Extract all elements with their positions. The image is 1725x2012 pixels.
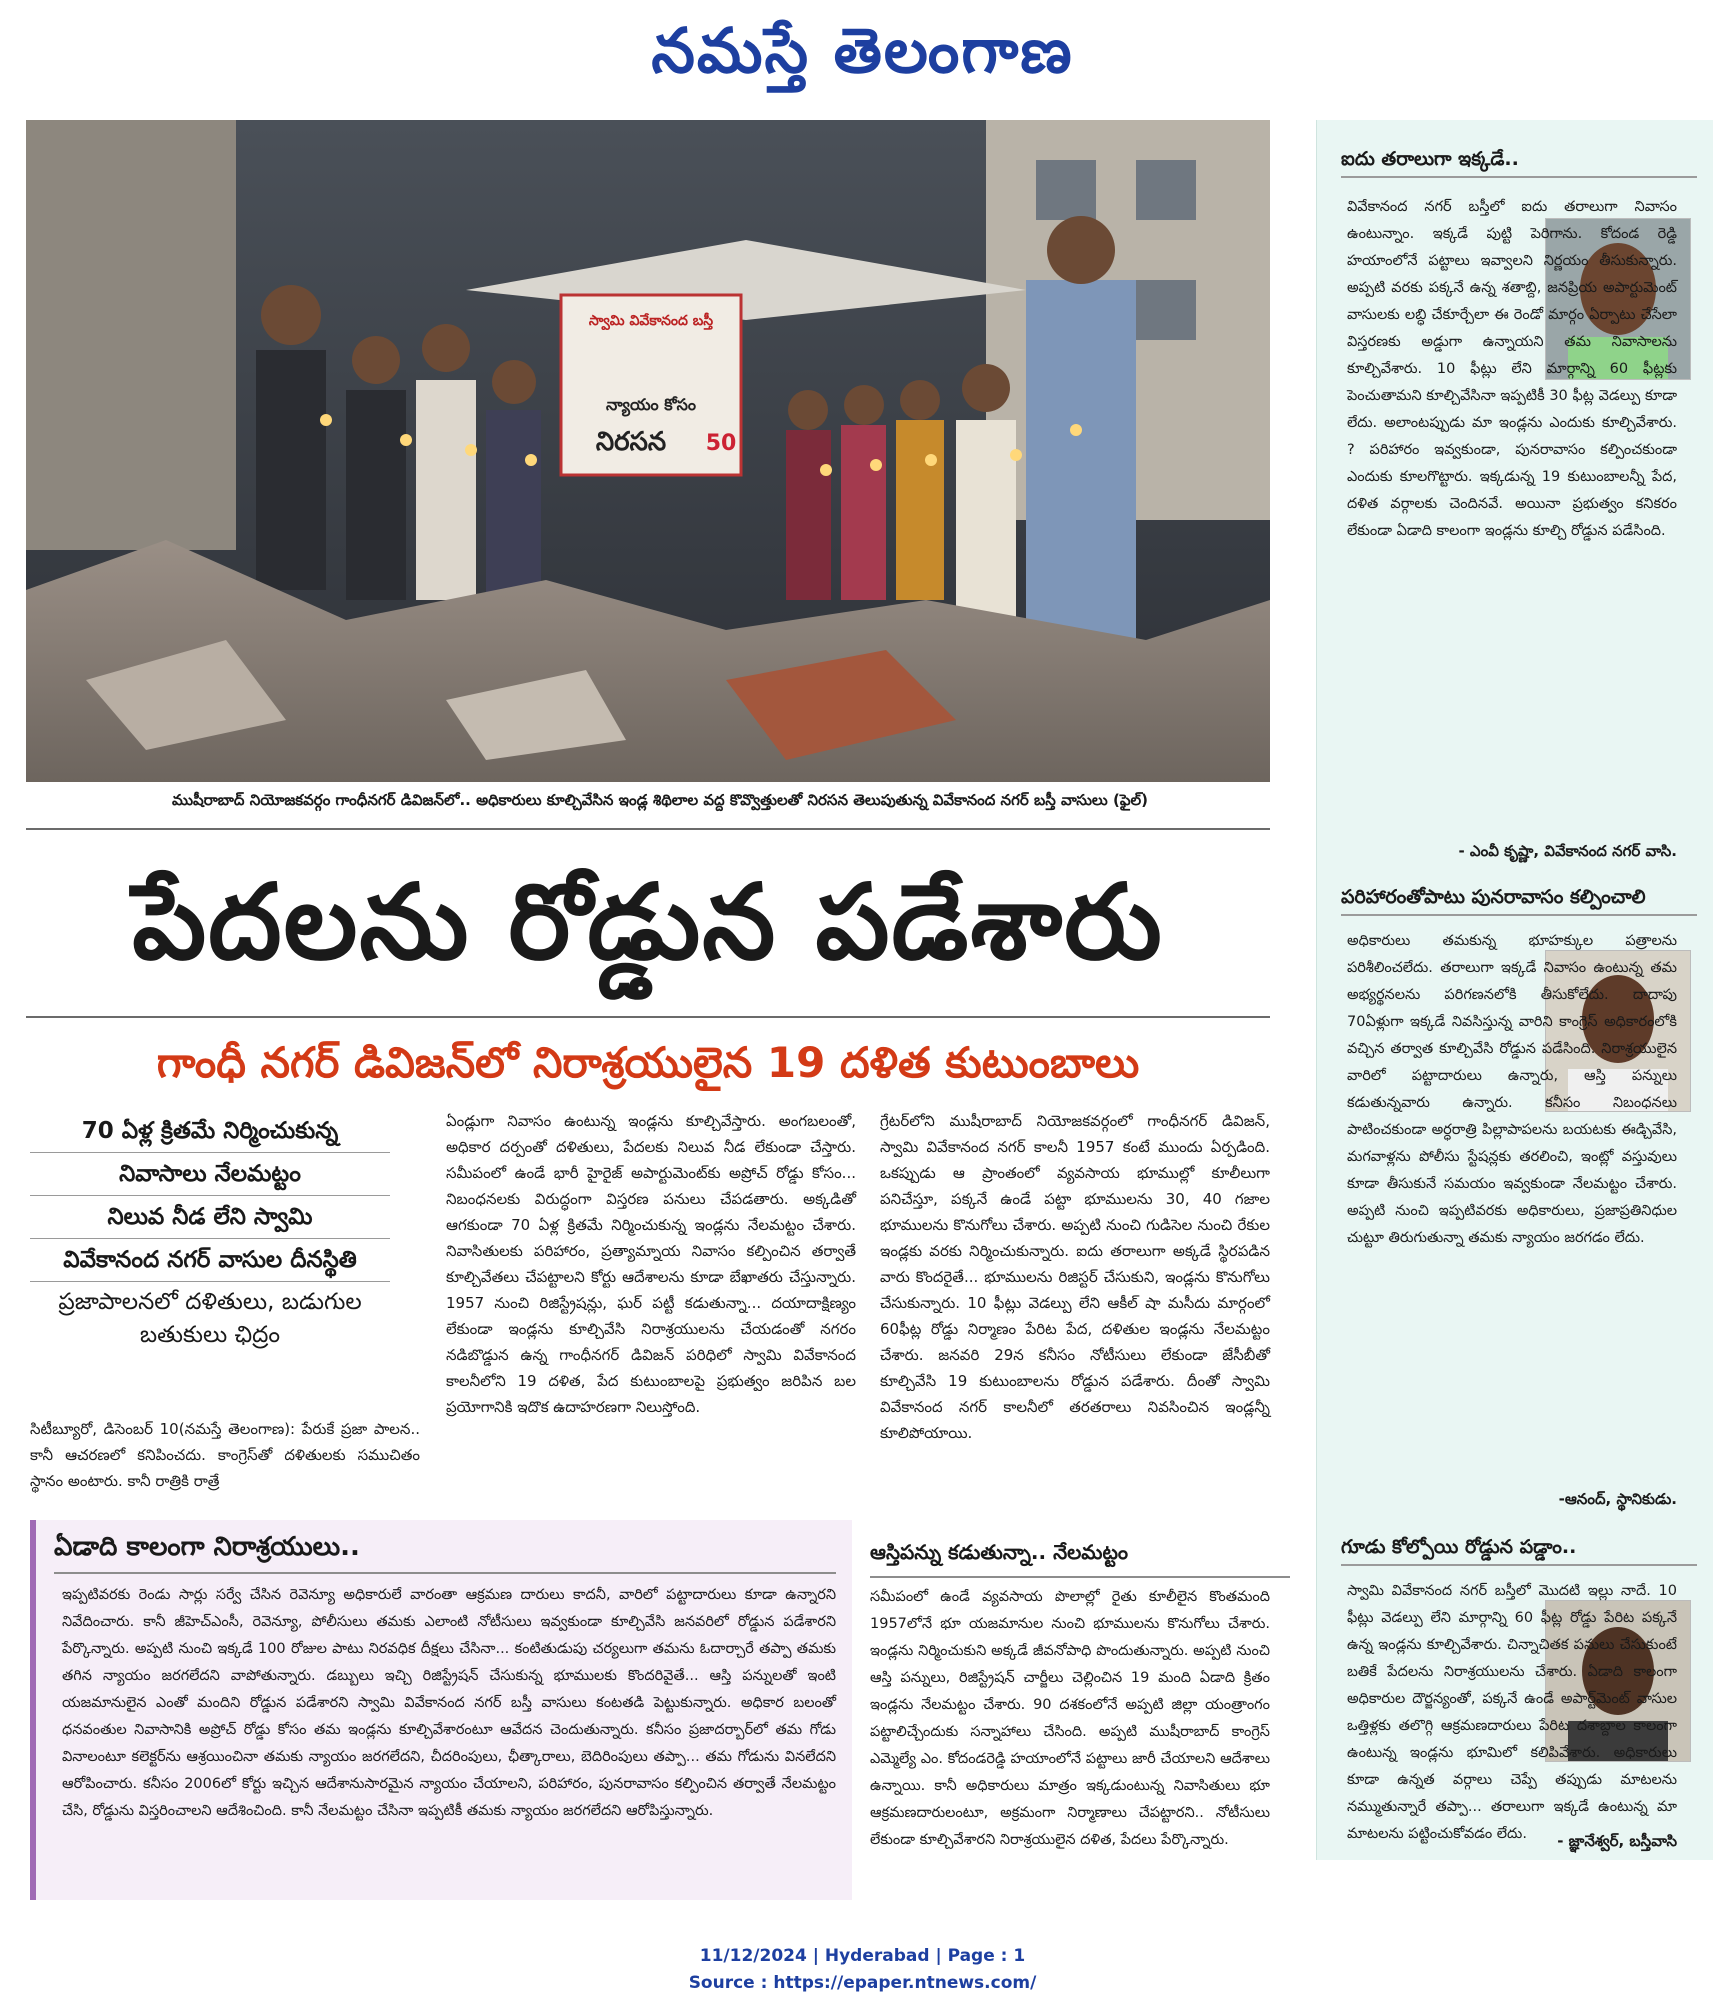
banner-number: 50 (705, 431, 737, 456)
sidebar-attribution: - జ్ఞానేశ్వర్, బస్తీవాసి (1557, 1832, 1677, 1850)
sidebar-text: వివేకానంద నగర్ బస్తీలో ఐదు తరాలుగా నివాసం ఉంటున్నాం. ఇక్కడే పుట్టి పెరిగాను. కోదండ రెడ్డి హయాంలోనే పట్టాలు ఇవ్వాలని నిర్ణయం తీసుకున్నారు. అప్పటి వరకు పక్కనే ఉన్న శతాబ్ది, జనప్రియ అపార్టుమెంట్ వాసులకు లబ్ధి చేకూర్చేలా ఈ రెండో మార్గం ఏర్పాటు చేసేలా విస్తరణకు అడ్డుగా ఉన్నాయని తమ నివాసాలను కూల్చివేశారు. 10 ఫీట్లు లేని మార్గాన్ని 60 ఫీట్లకు పెంచుతామని కూల్చివేసినా ఇప్పటికీ 30 ఫీట్ల వెడల్పు కూడా లేదు. అలాంటప్పుడు మా ఇండ్లను ఎందుకు కూల్చివేశారు. ? పరిహారం ఇవ్వకుండా, పునరావాసం కల్పించకుండా ఎందుకు కూలగొట్టారు. ఇక్కడున్న 19 కుటుంబాలన్నీ పేద, దళిత వర్గాలకు చెందినవే. అయినా ప్రభుత్వం కనికరం లేకుండా ఏడాది కాలంగా ఇండ్లను కూల్చి రోడ్డున పడేసింది. (1347, 199, 1677, 539)
banner-line1: స్వామి వివేకానంద బస్తీ (588, 313, 714, 329)
highlight-line: వివేకానంద నగర్ వాసుల దీనస్థితి (30, 1239, 390, 1282)
sidebar-heading: ఐదు తరాలుగా ఇక్కడే.. (1341, 142, 1697, 178)
sidebar-heading: గూడు కోల్పోయి రోడ్డున పడ్డాం.. (1341, 1530, 1697, 1566)
sidebar-attribution: -ఆనంద్, స్థానికుడు. (1558, 1490, 1677, 1508)
footer-date-page: 11/12/2024 | Hyderabad | Page : 1 (699, 1946, 1026, 1966)
photo-caption: ముషీరాబాద్ నియోజకవర్గం గాంధీనగర్ డివిజన్‌లో.. అధికారులు కూల్చివేసిన ఇండ్ల శిథిలాల వద్ద కొవ్వొత్తులతో నిరసన తెలుపుతున్న వివేకానంద నగర్ బస్తీ వాసులు (ఫైల్) (172, 791, 1148, 809)
sidebar-text: అధికారులు తమకున్న భూహక్కుల పత్రాలను పరిశీలించలేదు. తరాలుగా ఇక్కడే నివాసం ఉంటున్న తమ అభ్యర్థనలను పరిగణనలోకి తీసుకోలేదు. దాదాపు 70ఏళ్లుగా ఇక్కడే నివసిస్తున్న వారిని కాంగ్రెస్ అధికారంలోకి వచ్చిన తర్వాత కూల్చివేసి రోడ్డున పడేసింది. నిరాశ్రయులైన వారిలో పట్టాదారులు ఉన్నారు, ఆస్తి పన్నులు కడుతున్నవారు ఉన్నారు. కనీసం నిబంధనలు పాటించకుండా అర్ధరాత్రి పిల్లాపాపలను బయటకు ఈడ్చివేసి, మగవాళ్లను పోలీసు స్టేషన్లకు తరలించి, ఇంట్లో వస్తువులు కూడా తీసుకునే సమయం ఇవ్వకుండా నేలమట్టం చేశారు. అప్పటి నుంచి ఇప్పటివరకు అధికారులు, ప్రజాప్రతినిధుల చుట్టూ తిరుగుతున్నా తమకు న్యాయం జరగడం లేదు. (1347, 933, 1677, 1246)
subheadline: గాంధీ నగర్ డివిజన్‌లో నిరాశ్రయులైన 19 దళిత కుటుంబాలు (156, 1038, 1140, 1087)
protest-photo-illustration (26, 120, 1270, 782)
sidebar-heading: పరిహారంతోపాటు పునరావాసం కల్పించాలి (1341, 880, 1697, 916)
section-heading: ఆస్తిపన్ను కడుతున్నా.. నేలమట్టం (870, 1540, 1290, 1578)
highlight-line: నిలువ నీడ లేని స్వామి (30, 1196, 390, 1239)
boxed-story (30, 1520, 852, 1900)
divider (26, 828, 1270, 830)
section-text: సమీపంలో ఉండే వ్యవసాయ పొలాల్లో రైతు కూలీలైన కొంతమంది 1957లోనే భూ యజమానుల నుంచి భూములను కొనుగోలు చేశారు. ఇండ్లను నిర్మించుకుని అక్కడే జీవనోపాధి పొందుతున్నారు. అప్పటి నుంచి ఆస్తి పన్నులు, రిజిస్ట్రేషన్ చార్జీలు చెల్లించిన 19 మంది ఏడాది క్రితం ఇండ్లను నేలమట్టం చేశారు. 90 దశకంలోనే అప్పటి జిల్లా యంత్రాంగం పట్టాలిచ్చేందుకు సన్నాహాలు చేసింది. అప్పటి ముషీరాబాద్ కాంగ్రెస్ ఎమ్మెల్యే ఎం. కోదండరెడ్డి హయాంలోనే పట్టాలు జారీ చేయాలని ఆదేశాలు ఉన్నాయి. కానీ అధికారులు మాత్రం ఇక్కడుంటున్న నివాసితులు భూ ఆక్రమణదారులంటూ, అక్రమంగా నిర్మాణాలు చేపట్టారని.. నోటీసులు లేకుండా కూల్చివేశారని నిరాశ్రయులైన దళిత, పేదలు పేర్కొన్నారు. (870, 1589, 1270, 1848)
highlight-line: ప్రజాపాలనలో దళితులు, బడుగుల బతుకులు ఛిద్రం (58, 1289, 362, 1348)
article-column-1: సిటీబ్యూరో, డిసెంబర్ 10(నమస్తే తెలంగాణ): పేరుకే ప్రజా పాలన.. కానీ ఆచరణలో కనిపించదు. కాంగ్రెస్‌తో దళితులకు సముచితం స్థానం అంటారు. కానీ రాత్రికి రాత్రే (30, 1420, 420, 1490)
masthead: నమస్తే తెలంగాణ (651, 14, 1074, 87)
boxed-text: ఇప్పటివరకు రెండు సార్లు సర్వే చేసిన రెవెన్యూ అధికారులే వారంతా ఆక్రమణ దారులు కాదనీ, వారిలో పట్టాదారులు కూడా ఉన్నారని నివేదించారు. కానీ జీహెచ్‌ఎంసీ, రెవెన్యూ, పోలీసులు తమకు ఎలాంటి నోటీసులు ఇవ్వకుండా కూల్చివేసి జనవరిలో రోడ్డున పడేశారని పేర్కొన్నారు. అప్పటి నుంచి ఇక్కడే 100 రోజుల పాటు నిరవధిక దీక్షలు చేసినా... కంటితుడుపు చర్యలుగా తమను ఓదార్చారే తప్పా తమకు తగిన న్యాయం జరగలేదని వాపోతున్నారు. డబ్బులు ఇచ్చి రిజిస్ట్రేషన్ చేసుకున్న భూములకు కొందరివైతే... ఆస్తి పన్నులతో ఇంటి యజమానులైన ఎంతో మందిని రోడ్డున పడేశారని స్వామి వివేకానంద నగర్ బస్తీ వాసులు కంటతడి పెట్టుకున్నారు. అధికార బలంతో ధనవంతుల నివాసానికి అప్రోచ్ రోడ్డు కోసం తమ ఇండ్లను కూల్చివేశారంటూ ఆవేదన చెందుతున్నారు. కనీసం ప్రజాదర్బార్‌లో తమ గోడు వినాలంటూ కలెక్టర్‌ను ఆశ్రయించినా తమకు న్యాయం జరగలేదని, చీదరింపులు, ఛీత్కారాలు, బెదిరింపులు తప్పా... తమ గోడును వినలేదని ఆరోపించారు. కనీసం 2006లో కోర్టు ఇచ్చిన ఆదేశానుసారమైన న్యాయం చేయాలని, పరిహారం, పునరావాసం కల్పించిన తర్వాతే నేలమట్టం చేసి, రోడ్డును విస్తరించాలని ఆదేశించింది. కానీ నేలమట్టం చేసినా ఇప్పటికీ తమకు న్యాయం జరగలేదని ఆరోపిస్తున్నారు. (62, 1587, 836, 1819)
headline: పేదలను రోడ్డున పడేశారు (132, 861, 1164, 983)
lead-photo (26, 120, 1270, 782)
boxed-heading: ఏడాది కాలంగా నిరాశ్రయులు.. (54, 1532, 836, 1574)
highlights-box (30, 1110, 420, 1385)
banner-line2: న్యాయం కోసం (606, 395, 696, 414)
highlight-line: 70 ఏళ్ల క్రితమే నిర్మించుకున్న (30, 1110, 390, 1153)
footer-source: Source : https://epaper.ntnews.com/ (688, 1973, 1037, 1993)
sidebar-text: స్వామి వివేకానంద నగర్ బస్తీలో మొదటి ఇల్లు నాదే. 10 ఫీట్లు వెడల్పు లేని మార్గాన్ని 60 ఫీట్ల రోడ్డు పేరిట పక్కనే ఉన్న ఇండ్లను కూల్చివేశారు. చిన్నాచితక పనులు చేసుకుంటే బతికే పేదలను నిరాశ్రయులను చేశారు. ఏడాది కాలంగా అధికారుల దౌర్జన్యంతో, పక్కనే ఉండే అపార్ట్‌మెంట్ వాసుల ఒత్తిళ్లకు తలొగ్గి ఆక్రమణదారులు పేరిట దశాబ్దాల కాలంగా ఉంటున్న ఇండ్లను భూమిలో కలిపివేశారు. అధికారులు కూడా ఉన్నత వర్గాలు చెప్పే తప్పుడు మాటలను నమ్ముతున్నారే తప్పా... తరాలుగా ఇక్కడే ఉంటున్న మా మాటలను పట్టించుకోవడం లేదు. (1347, 1583, 1677, 1842)
highlight-line: నివాసాలు నేలమట్టం (30, 1153, 390, 1196)
protest-banner (561, 295, 741, 475)
article-column-3: గ్రేటర్‌లోని ముషీరాబాద్ నియోజకవర్గంలో గాంధీనగర్ డివిజన్, స్వామి వివేకానంద నగర్ కాలనీ 1957 కంటే ముందు ఏర్పడింది. ఒకప్పుడు ఆ ప్రాంతంలో వ్యవసాయ భూముల్లో కూలీలుగా పనిచేస్తూ, పక్కనే ఉండే పట్టా భూములను 30, 40 గజాల భూములను కొనుగోలు చేశారు. అప్పటి నుంచి గుడిసెల నుంచి రేకుల ఇండ్లకు వరకు నిర్మించుకున్నారు. ఐదు తరాలుగా అక్కడే స్థిరపడిన వారు కొందరైతే... భూములను రిజిస్టర్ చేసుకుని, ఇండ్లను కొనుగోలు చేసుకున్నారు. 10 ఫీట్లు వెడల్పు లేని ఆకీల్ షా మసీదు మార్గంలో 60ఫీట్ల రోడ్డు నిర్మాణం పేరిట పేద, దళితుల ఇండ్లను నేలమట్టం చేశారు. జనవరి 29న కనీసం నోటీసులు లేకుండా జేసీబీతో కూల్చివేసి 19 కుటుంబాలను రోడ్డున పడేశారు. దీంతో స్వామి వివేకానంద నగర్ కాలనీలో తరతరాలు నివసించిన ఇండ్లన్నీ కూలిపోయాయి. (880, 1112, 1270, 1442)
article-column-2: ఏండ్లుగా నివాసం ఉంటున్న ఇండ్లను కూల్చివేస్తారు. అంగబలంతో, అధికార దర్పంతో దళితులు, పేదలకు నిలువ నీడ లేకుండా చేస్తారు. సమీపంలో ఉండే భారీ హైరైజ్ అపార్టుమెంట్‌కు అప్రోచ్ రోడ్డు కోసం... నిబంధనలకు విరుద్ధంగా విస్తరణ పనులు చేపడతారు. అక్కడితో ఆగకుండా 70 ఏళ్ల క్రితమే నిర్మించుకున్న ఇండ్లను నేలమట్టం చేశారు. నివాసితులకు పరిహారం, ప్రత్యామ్నాయ నివాసం కల్పించిన తర్వాతే కూల్చివేతలు చేపట్టాలని కోర్టు ఆదేశాలను కూడా బేఖాతరు చేస్తున్నారు. 1957 నుంచి రిజిస్ట్రేషన్లు, ఘర్ పట్టీ కడుతున్నా... దయాదాక్షిణ్యం లేకుండా ఇండ్లను కూల్చివేసి నిరాశ్రయులను చేయడంతో నగరం నడిబొడ్డున ఉన్న గాంధీనగర్ డివిజన్ పరిధిలో స్వామి వివేకానంద కాలనీలోని 19 దళిత, పేద కుటుంబాలపై ప్రభుత్వం జరిపిన బల ప్రయోగానికి ఇదొక ఉదాహరణగా నిలుస్తోంది. (446, 1112, 856, 1416)
sidebar-attribution: - ఎంవీ కృష్ణా, వివేకానంద నగర్ వాసి. (1458, 842, 1677, 860)
banner-line3: నిరసన (595, 427, 667, 457)
sidebar (1316, 120, 1713, 1860)
divider (26, 1016, 1270, 1018)
